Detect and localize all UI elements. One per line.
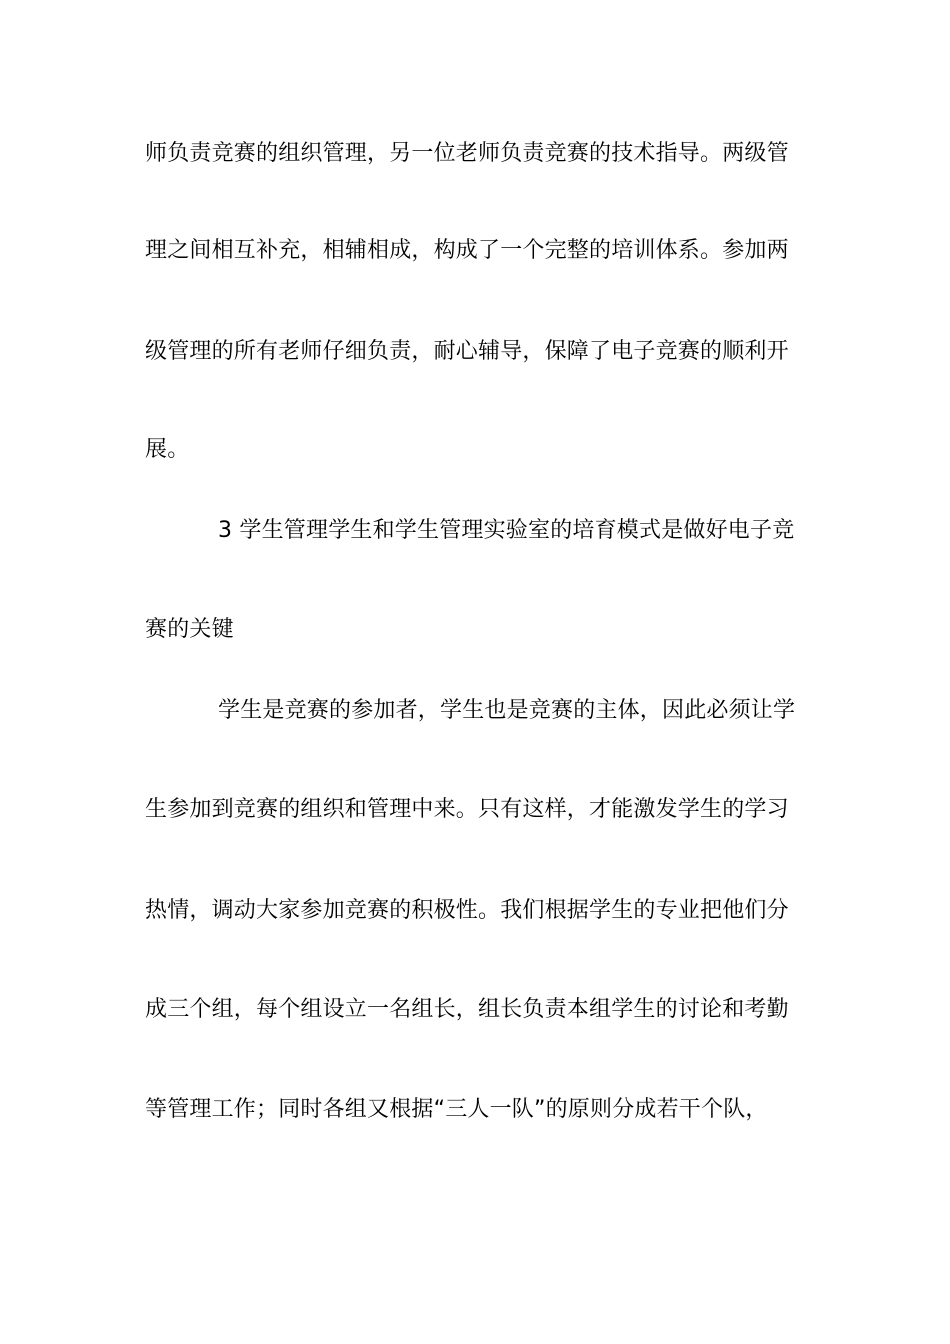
text-line: 成三个组，每个组设立一名组长，组长负责本组学生的讨论和考勤 [145,997,789,1022]
paragraph-first-line: 学生是竞赛的参加者，学生也是竞赛的主体，因此必须让学 [218,698,796,723]
text-line: 展。 [145,437,190,462]
text-line: 生参加到竞赛的组织和管理中来。只有这样，才能激发学生的学习 [145,797,789,822]
text-line: 热情，调动大家参加竞赛的积极性。我们根据学生的专业把他们分 [145,898,789,923]
section-heading-line: 3 学生管理学生和学生管理实验室的培育模式是做好电子竞 [218,518,795,543]
text-line: 理之间相互补充，相辅相成，构成了一个完整的培训体系。参加两 [145,238,789,263]
text-line: 师负责竞赛的组织管理，另一位老师负责竞赛的技术指导。两级管 [145,141,789,166]
section-heading-line: 赛的关键 [145,617,234,642]
text-line: 级管理的所有老师仔细负责，耐心辅导，保障了电子竞赛的顺利开 [145,339,789,364]
text-line: 等管理工作；同时各组又根据“三人一队”的原则分成若干个队， [145,1097,768,1122]
